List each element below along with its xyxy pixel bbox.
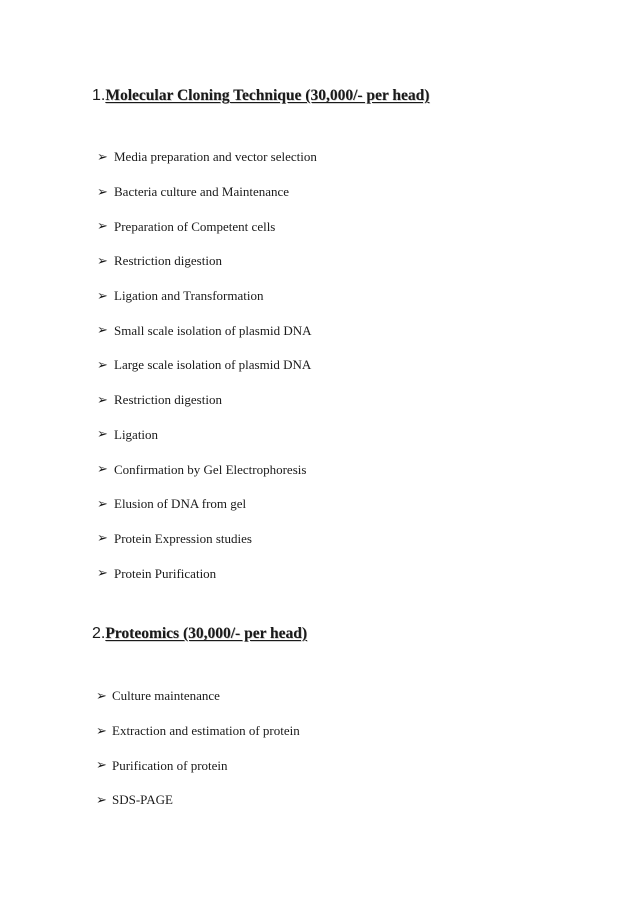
section-heading-molecular-cloning [92,87,429,105]
arrow-bullet-icon: ➢ [97,531,108,547]
arrow-bullet-icon: ➢ [97,323,108,339]
list-item [96,679,300,714]
list-item-text: Extraction and estimation of protein [112,723,300,739]
arrow-bullet-icon: ➢ [96,723,107,739]
list-item [97,487,317,522]
section-title: Proteomics (30,000/- per head) [105,625,308,642]
arrow-bullet-icon: ➢ [97,392,108,408]
proteomics-topic-list [96,679,300,818]
arrow-bullet-icon: ➢ [97,357,108,373]
list-item [97,140,317,175]
list-item-text: Bacteria culture and Maintenance [114,184,290,200]
list-item-text: Elusion of DNA from gel [114,496,247,512]
section-number: 1. [92,87,106,104]
section-heading-proteomics [92,625,307,643]
arrow-bullet-icon: ➢ [97,288,108,304]
list-item [97,279,317,314]
arrow-bullet-icon: ➢ [97,427,108,443]
list-item [97,556,317,591]
list-item [97,383,317,418]
section-title: Molecular Cloning Technique (30,000/- per head) [105,87,430,104]
list-item [97,522,317,557]
arrow-bullet-icon: ➢ [97,496,108,512]
list-item-text: Restriction digestion [114,392,222,408]
list-item-text: Purification of protein [112,757,228,773]
list-item [96,714,300,749]
arrow-bullet-icon: ➢ [97,149,108,165]
list-item [97,209,317,244]
arrow-bullet-icon: ➢ [97,462,108,478]
arrow-bullet-icon: ➢ [96,792,107,808]
list-item [97,175,317,210]
arrow-bullet-icon: ➢ [97,184,108,200]
arrow-bullet-icon: ➢ [97,253,108,269]
list-item-text: Ligation [114,426,159,442]
list-item [97,348,317,383]
molecular-cloning-topic-list [97,140,317,591]
list-item [96,783,300,818]
list-item-text: SDS-PAGE [112,792,173,808]
arrow-bullet-icon: ➢ [96,758,107,774]
list-item-text: Ligation and Transformation [114,288,264,304]
arrow-bullet-icon: ➢ [97,566,108,582]
list-item [96,748,300,783]
list-item-text: Large scale isolation of plasmid DNA [114,357,312,373]
list-item-text: Small scale isolation of plasmid DNA [114,322,312,338]
list-item-text: Media preparation and vector selection [114,149,317,165]
list-item [97,244,317,279]
list-item-text: Protein Purification [114,565,217,581]
list-item-text: Protein Expression studies [114,530,252,546]
section-number: 2. [92,625,106,642]
arrow-bullet-icon: ➢ [97,219,108,235]
list-item [97,452,317,487]
list-item [97,418,317,453]
arrow-bullet-icon: ➢ [96,688,107,704]
list-item-text: Confirmation by Gel Electrophoresis [114,461,307,477]
list-item-text: Culture maintenance [112,688,220,704]
list-item [97,313,317,348]
list-item-text: Preparation of Competent cells [114,218,276,234]
list-item-text: Restriction digestion [114,253,222,269]
